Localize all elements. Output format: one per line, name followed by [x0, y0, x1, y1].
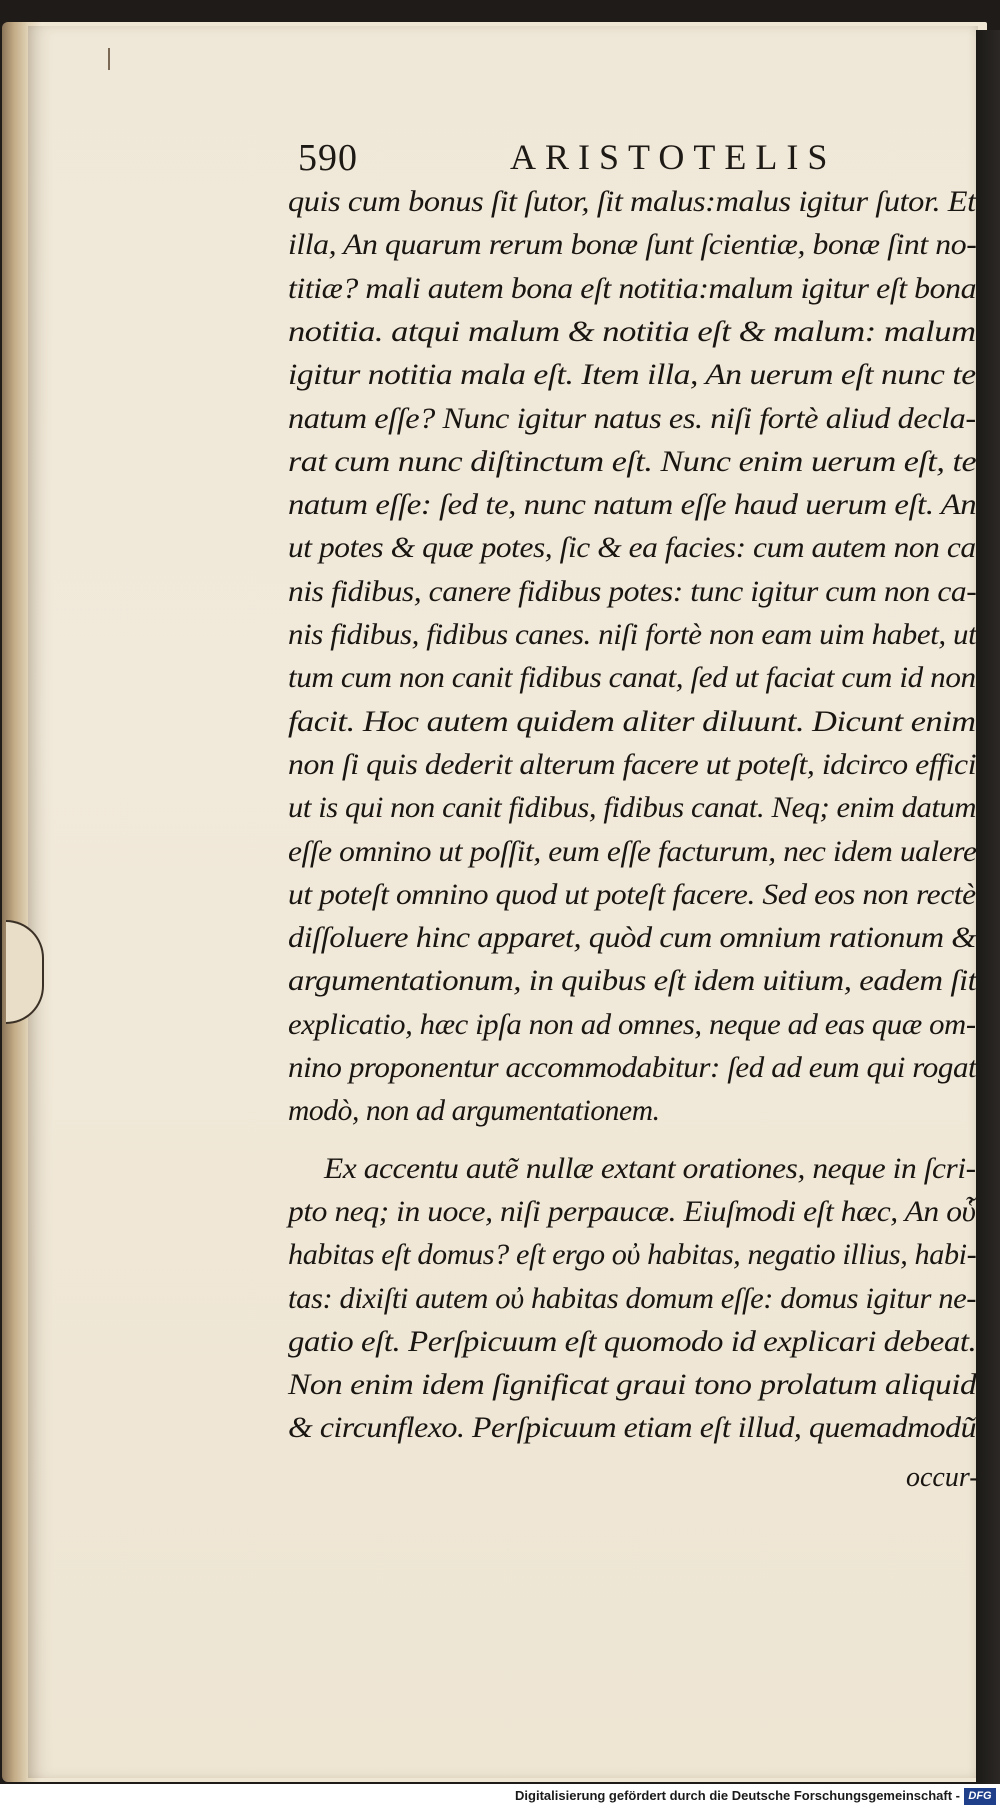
- text-line: tas: dixiſti autem οὐ habitas domum eſſe: domus igitur ne-: [288, 1282, 977, 1315]
- catchword: occur-: [906, 1462, 979, 1493]
- text-line: illa, An quarum rerum bonæ ſunt ſcientiæ, bonæ ſint no-: [288, 229, 977, 262]
- text-line: nino proponentur accommodabitur: ſed ad eum qui rogat: [288, 1052, 977, 1084]
- text-line: eſſe omnino ut poſſit, eum eſſe facturum, nec idem ualere: [288, 835, 977, 868]
- text-line: quis cum bonus ſit ſutor, ſit malus:malus igitur ſutor. Et: [288, 186, 976, 218]
- text-line: ut potes & quæ potes, ſic & ea facies: cum autem non ca: [288, 532, 976, 565]
- text-line: igitur notitia mala eſt. Item illa, An uerum eſt nunc te: [288, 359, 976, 392]
- text-line: notitia. atqui malum & notitia eſt & malum: malum: [288, 315, 976, 348]
- page-number: 590: [298, 137, 358, 179]
- running-head: ARISTOTELIS: [510, 137, 837, 177]
- dfg-logo[interactable]: DFG: [964, 1788, 996, 1805]
- text-line: natum eſſe: ſed te, nunc natum eſſe haud uerum eſt. An: [288, 489, 977, 522]
- text-line: ut is qui non canit fidibus, fidibus canat. Neq; enim datum: [288, 792, 977, 825]
- footer-credit: Digitalisierung gefördert durch die Deutsche Forschungsgemeinschaft -: [515, 1788, 960, 1803]
- text-line: tum cum non canit fidibus canat, ſed ut faciat cum id non: [288, 662, 976, 695]
- text-line: natum eſſe? Nunc igitur natus es. niſi fortè aliud decla-: [288, 402, 976, 435]
- page-mark: [108, 48, 110, 70]
- text-line: & circunflexo. Perſpicuum etiam eſt illud, quemadmodũ: [288, 1412, 977, 1445]
- text-line: nis fidibus, canere fidibus potes: tunc igitur cum non ca-: [288, 575, 977, 608]
- text-line: pto neq; in uoce, niſi perpaucæ. Eiuſmodi eſt hæc, An οὗ: [288, 1195, 976, 1228]
- text-line: explicatio, hæc ipſa non ad omnes, neque ad eas quæ om-: [288, 1008, 976, 1041]
- page-header: [298, 136, 868, 182]
- text-line: nis fidibus, fidibus canes. niſi fortè non eam uim habet, ut: [288, 619, 977, 651]
- text-line: habitas eſt domus? eſt ergo οὐ habitas, negatio illius, habi-: [288, 1239, 977, 1272]
- text-line: rat cum nunc diſtinctum eſt. Nunc enim uerum eſt, te: [288, 445, 977, 478]
- digitization-footer: [0, 1784, 1000, 1810]
- text-line: non ſi quis dederit alterum facere ut poteſt, idcirco effici: [288, 748, 977, 781]
- text-line: Non enim idem ſignificat graui tono prolatum aliquid: [288, 1369, 977, 1402]
- text-line: diſſoluere hinc apparet, quòd cum omnium rationum &: [288, 922, 976, 955]
- text-line: titiæ? mali autem bona eſt notitia:malum igitur eſt bona: [288, 272, 977, 305]
- text-line: ut poteſt omnino quod ut poteſt facere. Sed eos non rectè: [288, 878, 976, 911]
- text-line: argumentationum, in quibus eſt idem uitium, eadem ſit: [288, 965, 977, 998]
- text-line: gatio eſt. Perſpicuum eſt quomodo id explicari debeat.: [288, 1325, 977, 1358]
- binding-shadow: [976, 30, 1000, 1790]
- text-line: Ex accentu autẽ nullæ extant orationes, neque in ſcri-: [324, 1152, 976, 1185]
- text-line: facit. Hoc autem quidem aliter diluunt. Dicunt enim: [288, 705, 976, 738]
- text-line: modò, non ad argumentationem.: [288, 1095, 660, 1128]
